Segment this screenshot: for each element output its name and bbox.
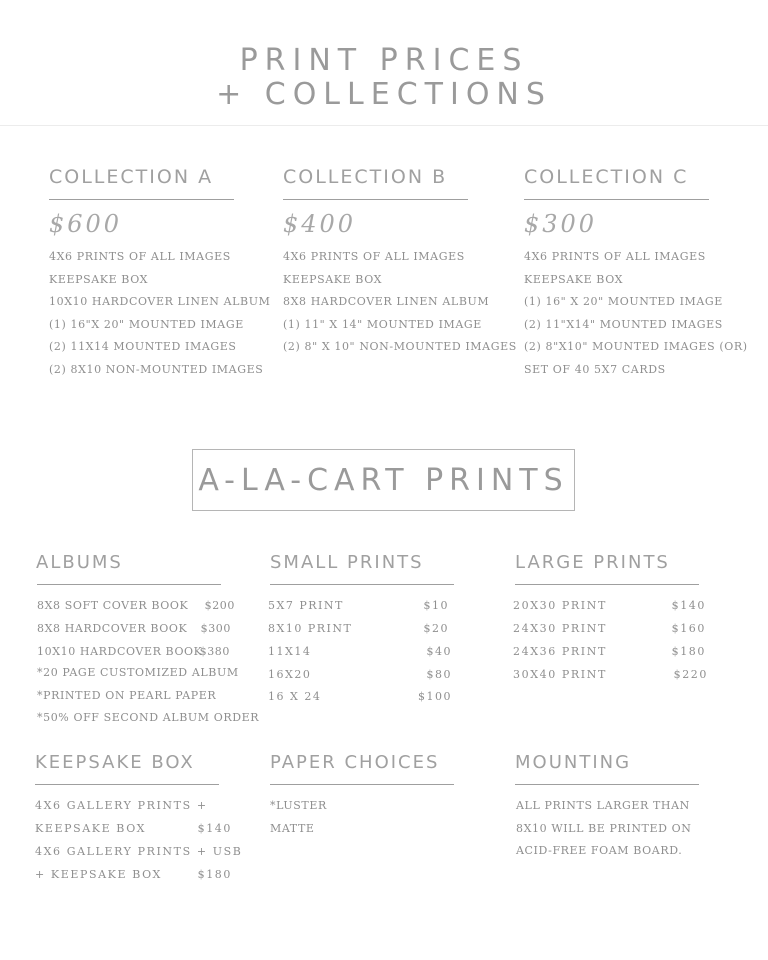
list-item: KEEPSAKE BOX: [524, 272, 624, 286]
large-prints-title: LARGE PRINTS: [515, 552, 670, 573]
list-item: 4X6 PRINTS OF ALL IMAGES: [283, 250, 465, 263]
price-row-value: $160: [671, 622, 706, 635]
collection-b-title: COLLECTION B: [283, 166, 448, 188]
collection-b-items: [283, 246, 517, 359]
collection-b-rule: [283, 199, 468, 200]
collection-a-price: $600: [49, 210, 123, 238]
collection-c-rule: [524, 199, 709, 200]
small-prints-rule: [270, 584, 454, 585]
price-row-value: $100: [418, 690, 452, 703]
mounting-title: MOUNTING: [515, 752, 632, 773]
price-row-label: KEEPSAKE BOX: [35, 822, 147, 835]
price-row-label: 16 X 24: [268, 690, 322, 703]
mounting-rule: [515, 784, 699, 785]
price-row: [268, 598, 449, 614]
price-row: [268, 667, 452, 683]
price-row-value: $300: [200, 622, 231, 635]
albums-rule: [37, 584, 221, 585]
keepsake-line: [35, 844, 243, 860]
list-item: (2) 11"X14" MOUNTED IMAGES: [524, 317, 723, 331]
price-row: [513, 667, 708, 683]
price-row: [35, 821, 232, 837]
mounting-items: [516, 795, 691, 863]
price-row-label: + KEEPSAKE BOX: [35, 868, 162, 881]
price-row: [268, 621, 449, 637]
price-row-label: 24X36 PRINT: [513, 645, 607, 658]
list-item: (2) 8"X10" MOUNTED IMAGES (OR): [524, 340, 748, 354]
paper-choices-rule: [270, 784, 454, 785]
price-row-value: $20: [423, 622, 449, 635]
price-row: [513, 621, 706, 637]
price-row-label: 8X8 HARDCOVER BOOK: [37, 622, 188, 635]
keepsake-line-text: 4X6 GALLERY PRINTS + USB: [35, 845, 243, 858]
small-prints-title: SMALL PRINTS: [270, 552, 424, 573]
price-row-label: 24X30 PRINT: [513, 622, 607, 635]
list-item: (1) 11" X 14" MOUNTED IMAGE: [283, 317, 482, 331]
price-row: [268, 644, 452, 660]
keepsake-box-title: KEEPSAKE BOX: [35, 752, 195, 773]
paper-choices-title: PAPER CHOICES: [270, 752, 440, 773]
list-item: 10X10 HARDCOVER LINEN ALBUM: [49, 295, 271, 309]
keepsake-box-rule: [35, 784, 219, 785]
keepsake-line: [35, 798, 235, 814]
price-row-value: $140: [197, 822, 232, 835]
list-item: (1) 16"X 20" MOUNTED IMAGE: [49, 317, 244, 331]
price-row-value: $380: [199, 645, 230, 658]
price-row: [513, 644, 706, 660]
collection-c-price: $300: [524, 210, 598, 238]
paper-choices-items: [270, 795, 327, 840]
list-item: KEEPSAKE BOX: [49, 272, 149, 286]
price-row-value: $180: [671, 645, 706, 658]
a-la-cart-title: A-LA-CART PRINTS: [198, 463, 569, 498]
price-row-label: 8X10 PRINT: [268, 622, 353, 635]
keepsake-line-text: 4X6 GALLERY PRINTS +: [35, 799, 208, 812]
price-row-label: 20X30 PRINT: [513, 599, 607, 612]
list-item: 4X6 PRINTS OF ALL IMAGES: [524, 250, 706, 263]
price-row-label: 30X40 PRINT: [513, 668, 607, 681]
header-divider: [0, 125, 768, 126]
list-item: *50% OFF SECOND ALBUM ORDER: [37, 711, 260, 725]
list-item: MATTE: [270, 821, 315, 835]
list-item: (2) 11X14 MOUNTED IMAGES: [49, 340, 237, 354]
large-prints-rule: [515, 584, 699, 585]
price-row: [37, 621, 231, 637]
list-item: 8X8 HARDCOVER LINEN ALBUM: [283, 295, 490, 309]
price-row-value: $40: [426, 645, 452, 658]
price-row-value: $80: [426, 668, 452, 681]
list-item: *PRINTED ON PEARL PAPER: [37, 688, 217, 702]
price-row: [35, 867, 232, 883]
page-title-line2: + COLLECTIONS: [216, 77, 552, 112]
list-item: (2) 8X10 NON-MOUNTED IMAGES: [49, 362, 264, 376]
price-row: [37, 598, 235, 614]
list-item: ALL PRINTS LARGER THAN: [516, 799, 690, 812]
collection-c-items: [524, 246, 748, 382]
collection-b-price: $400: [283, 210, 357, 238]
price-row-value: $200: [204, 599, 235, 612]
price-row-value: $180: [197, 868, 232, 881]
albums-notes: [37, 662, 259, 730]
page-title-line1: PRINT PRICES: [239, 43, 529, 78]
list-item: *20 PAGE CUSTOMIZED ALBUM: [37, 666, 239, 679]
collection-a-title: COLLECTION A: [49, 166, 214, 188]
price-row-label: 16X20: [268, 668, 312, 681]
price-row: [268, 689, 452, 705]
list-item: 8X10 WILL BE PRINTED ON: [516, 821, 692, 835]
list-item: 4X6 PRINTS OF ALL IMAGES: [49, 250, 231, 263]
collection-a-rule: [49, 199, 234, 200]
albums-title: ALBUMS: [36, 552, 123, 573]
list-item: (2) 8" X 10" NON-MOUNTED IMAGES: [283, 340, 517, 354]
price-row-label: 5X7 PRINT: [268, 599, 344, 612]
price-row-value: $140: [671, 599, 706, 612]
list-item: ACID-FREE FOAM BOARD.: [516, 844, 683, 858]
price-row-label: 11X14: [268, 645, 312, 658]
list-item: (1) 16" X 20" MOUNTED IMAGE: [524, 295, 723, 309]
list-item: KEEPSAKE BOX: [283, 272, 383, 286]
collection-c-title: COLLECTION C: [524, 166, 689, 188]
price-row-label: 8X8 SOFT COVER BOOK: [37, 599, 189, 612]
a-la-cart-banner: [192, 449, 575, 511]
price-row-value: $220: [673, 668, 708, 681]
price-row: [37, 644, 230, 660]
price-row-value: $10: [423, 599, 449, 612]
price-row-label: 10X10 HARDCOVER BOOK: [37, 645, 203, 658]
list-item: SET OF 40 5X7 CARDS: [524, 362, 666, 376]
price-row: [513, 598, 706, 614]
collection-a-items: [49, 246, 270, 382]
list-item: *LUSTER: [270, 799, 327, 812]
